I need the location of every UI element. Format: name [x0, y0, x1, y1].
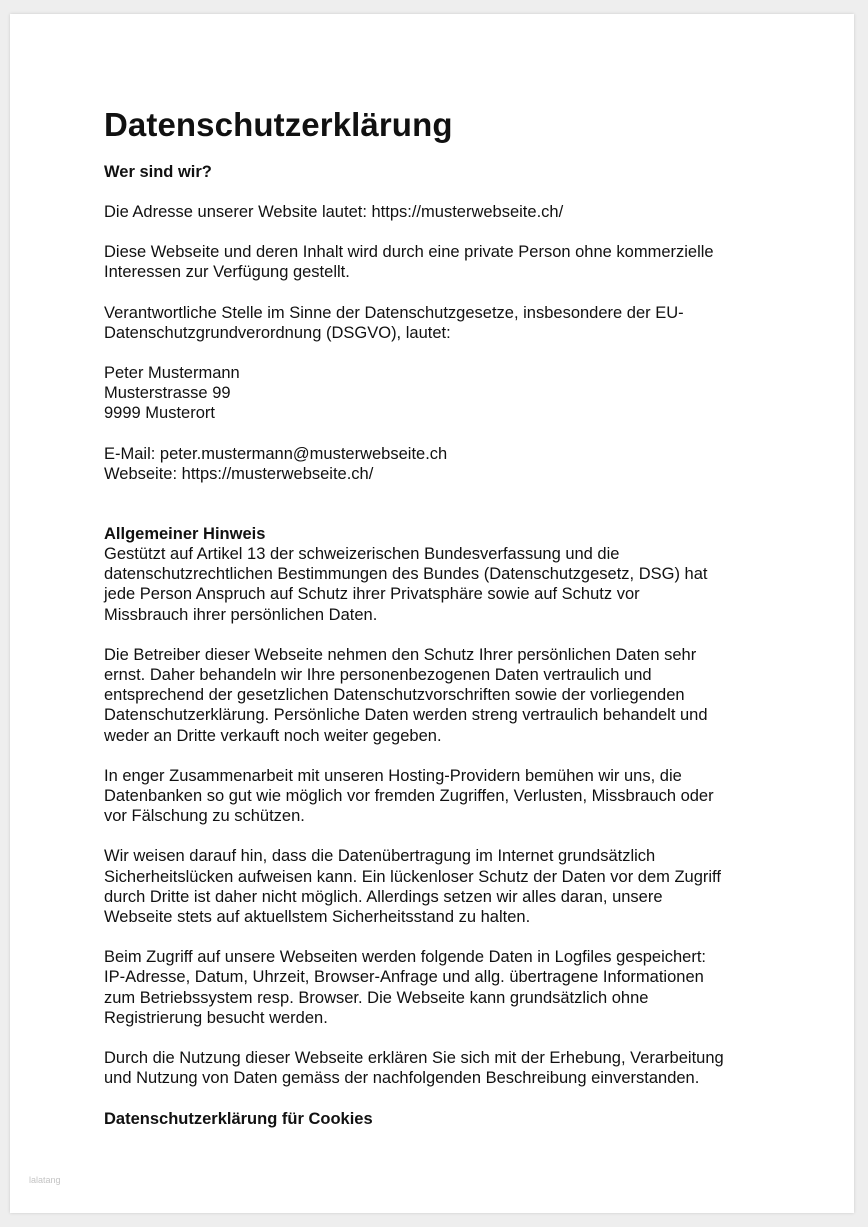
paragraph-responsible-party	[104, 303, 784, 343]
document-page	[10, 14, 854, 1213]
text-line: In enger Zusammenarbeit mit unseren Hosting-Providern bemühen wir uns, die	[104, 766, 682, 785]
text-line: Gestützt auf Artikel 13 der schweizerischen Bundesverfassung und die	[104, 545, 620, 564]
text-line: Durch die Nutzung dieser Webseite erklären Sie sich mit der Erhebung, Verarbeitung	[104, 1049, 724, 1068]
text-line: Sicherheitslücken aufweisen kann. Ein lückenloser Schutz der Daten vor dem Zugriff	[104, 867, 721, 886]
text-line: entsprechend der gesetzlichen Datenschutzvorschriften sowie der vorliegenden	[104, 686, 685, 705]
text-line: und Nutzung von Daten gemäss der nachfolgenden Beschreibung einverstanden.	[104, 1069, 700, 1088]
address-name: Peter Mustermann	[104, 364, 240, 383]
text-line: Interessen zur Verfügung gestellt.	[104, 263, 350, 282]
text-line: Registrierung besucht werden.	[104, 1008, 328, 1027]
text-line: durch Dritte ist daher nicht möglich. Allerdings setzen wir alles daran, unsere	[104, 887, 663, 906]
text-line: Die Betreiber dieser Webseite nehmen den Schutz Ihrer persönlichen Daten sehr	[104, 645, 697, 664]
postal-address	[104, 363, 784, 424]
address-city: 9999 Musterort	[104, 404, 215, 423]
document-content	[104, 102, 784, 1129]
text-line: Datenschutzerklärung. Persönliche Daten werden streng vertraulich behandelt und	[104, 706, 708, 725]
text-line: vor Fälschung zu schützen.	[104, 807, 305, 826]
watermark: lalatang	[29, 1175, 61, 1185]
text-line: Diese Webseite und deren Inhalt wird durch eine private Person ohne kommerzielle	[104, 243, 714, 262]
text-line: Beim Zugriff auf unsere Webseiten werden folgende Daten in Logfiles gespeichert:	[104, 948, 707, 967]
text-line: Datenschutzgrundverordnung (DSGVO), lautet:	[104, 323, 451, 342]
text-line: Die Adresse unserer Website lautet: https://musterwebseite.ch/	[104, 203, 564, 221]
paragraph-operators	[104, 645, 784, 746]
text-line: datenschutzrechtlichen Bestimmungen des Bundes (Datenschutzgesetz, DSG) hat	[104, 565, 708, 584]
paragraph-private-person	[104, 242, 784, 282]
text-line: Webseite stets auf aktuellstem Sicherheitsstand zu halten.	[104, 908, 531, 927]
text-line: Verantwortliche Stelle im Sinne der Datenschutzgesetze, insbesondere der EU-	[104, 303, 684, 322]
contact-details	[104, 444, 784, 484]
contact-website: Webseite: https://musterwebseite.ch/	[104, 464, 374, 483]
paragraph-consent	[104, 1048, 784, 1088]
contact-email: E-Mail: peter.mustermann@musterwebseite.ch	[104, 444, 448, 463]
section-heading-general-notice: Allgemeiner Hinweis	[104, 525, 266, 544]
text-line: Wir weisen darauf hin, dass die Datenübertragung im Internet grundsätzlich	[104, 847, 656, 866]
document-title: Datenschutzerklärung	[104, 106, 453, 143]
paragraph-website-address	[104, 202, 784, 222]
text-line: ernst. Daher behandeln wir Ihre personenbezogenen Daten vertraulich und	[104, 666, 652, 685]
paragraph-logfiles	[104, 947, 784, 1028]
paragraph-legal-basis	[104, 544, 784, 625]
text-line: zum Betriebssystem resp. Browser. Die Webseite kann grundsätzlich ohne	[104, 988, 649, 1007]
text-line: weder an Dritte verkauft noch weiter gegeben.	[104, 726, 442, 745]
section-heading-who-we-are: Wer sind wir?	[104, 163, 212, 181]
address-street: Musterstrasse 99	[104, 384, 231, 403]
text-line: jede Person Anspruch auf Schutz ihrer Privatsphäre sowie auf Schutz vor	[104, 585, 640, 604]
text-line: IP-Adresse, Datum, Uhrzeit, Browser-Anfrage und allg. übertragene Informationen	[104, 968, 704, 987]
paragraph-hosting	[104, 766, 784, 827]
section-heading-cookies: Datenschutzerklärung für Cookies	[104, 1109, 373, 1128]
text-line: Missbrauch ihrer persönlichen Daten.	[104, 605, 378, 624]
paragraph-security	[104, 846, 784, 927]
text-line: Datenbanken so gut wie möglich vor fremden Zugriffen, Verlusten, Missbrauch oder	[104, 787, 714, 806]
